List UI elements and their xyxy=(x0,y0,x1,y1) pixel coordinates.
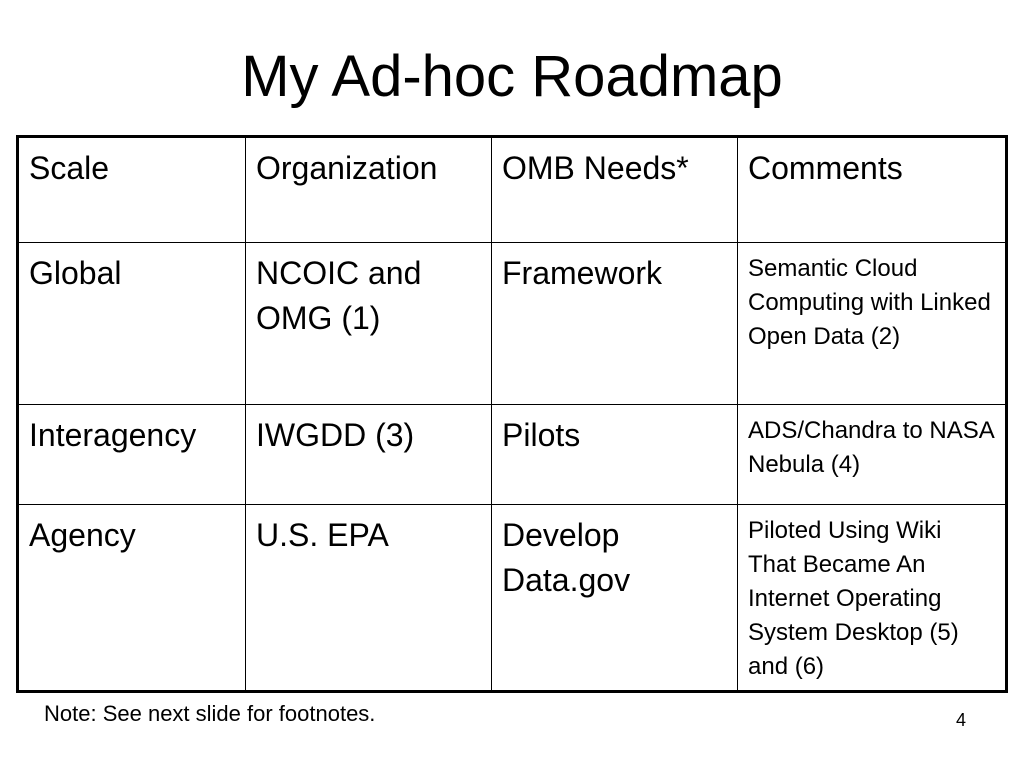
table-row xyxy=(18,505,1007,692)
header-scale: Scale xyxy=(18,137,246,243)
cell-scale: Agency xyxy=(18,505,246,692)
table-row xyxy=(18,405,1007,505)
roadmap-table xyxy=(16,135,1008,693)
header-comments: Comments xyxy=(738,137,1007,243)
cell-organization: IWGDD (3) xyxy=(246,405,492,505)
cell-omb-needs: Pilots xyxy=(492,405,738,505)
header-omb-needs: OMB Needs* xyxy=(492,137,738,243)
cell-scale: Interagency xyxy=(18,405,246,505)
cell-comments: Piloted Using Wiki That Became An Internet Operating System Desktop (5) and (6) xyxy=(738,505,1007,692)
table-row xyxy=(18,243,1007,405)
cell-comments: Semantic Cloud Computing with Linked Open Data (2) xyxy=(738,243,1007,405)
cell-organization: U.S. EPA xyxy=(246,505,492,692)
cell-organization: NCOIC and OMG (1) xyxy=(246,243,492,405)
cell-scale: Global xyxy=(18,243,246,405)
cell-omb-needs: Framework xyxy=(492,243,738,405)
header-organization: Organization xyxy=(246,137,492,243)
footnote: Note: See next slide for footnotes. xyxy=(44,701,376,726)
slide-number: 4 xyxy=(955,710,966,730)
table-header-row xyxy=(18,137,1007,243)
cell-omb-needs: Develop Data.gov xyxy=(492,505,738,692)
slide-title: My Ad-hoc Roadmap xyxy=(241,44,783,109)
cell-comments: ADS/Chandra to NASA Nebula (4) xyxy=(738,405,1007,505)
